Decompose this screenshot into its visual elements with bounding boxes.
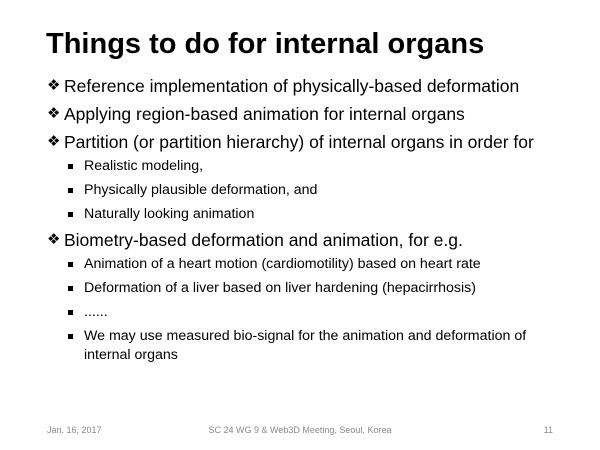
sub-bullet-text: Physically plausible deformation, and xyxy=(84,182,318,198)
sub-bullet-text: We may use measured bio-signal for the animation and deformation of internal organs xyxy=(84,328,527,363)
bullet-item xyxy=(47,131,557,153)
square-bullet-icon xyxy=(68,334,73,339)
square-bullet-icon xyxy=(68,310,73,315)
footer-event: SC 24 WG 9 & Web3D Meeting, Seoul, Korea xyxy=(208,425,392,435)
four-petal-diamond-icon: ❖ xyxy=(47,105,61,122)
sub-bullet-item xyxy=(47,255,557,274)
sub-bullet-item xyxy=(47,205,557,224)
sub-bullet-text: Animation of a heart motion (cardiomotility) based on heart rate xyxy=(84,256,481,272)
four-petal-diamond-icon: ❖ xyxy=(47,133,61,150)
four-petal-diamond-icon: ❖ xyxy=(47,231,61,248)
sub-bullet-text: Realistic modeling, xyxy=(84,158,204,174)
square-bullet-icon xyxy=(68,286,73,291)
sub-bullet-text: ...... xyxy=(84,304,108,320)
square-bullet-icon xyxy=(68,188,73,193)
slide-title: Things to do for internal organs xyxy=(46,28,485,60)
square-bullet-icon xyxy=(68,212,73,217)
square-bullet-icon xyxy=(68,262,73,267)
footer-date: Jan. 16, 2017 xyxy=(47,425,102,435)
slide-body xyxy=(47,75,557,370)
sub-bullet-item xyxy=(47,327,557,365)
sub-bullet-item xyxy=(47,181,557,200)
page-number: 11 xyxy=(543,425,553,435)
bullet-text: Partition (or partition hierarchy) of internal organs in order for xyxy=(64,132,534,152)
bullet-item xyxy=(47,103,557,125)
bullet-item xyxy=(47,75,557,97)
sub-bullet-text: Deformation of a liver based on liver hardening (hepacirrhosis) xyxy=(84,280,476,296)
square-bullet-icon xyxy=(68,164,73,169)
sub-bullet-list xyxy=(47,255,557,365)
bullet-text: Biometry-based deformation and animation, for e.g. xyxy=(64,230,463,250)
four-petal-diamond-icon: ❖ xyxy=(47,77,61,94)
bullet-text: Applying region-based animation for internal organs xyxy=(64,104,465,124)
bullet-item xyxy=(47,229,557,251)
sub-bullet-item xyxy=(47,303,557,322)
sub-bullet-item xyxy=(47,157,557,176)
bullet-text: Reference implementation of physically-based deformation xyxy=(64,76,520,96)
sub-bullet-list xyxy=(47,157,557,224)
sub-bullet-item xyxy=(47,279,557,298)
sub-bullet-text: Naturally looking animation xyxy=(84,206,255,222)
